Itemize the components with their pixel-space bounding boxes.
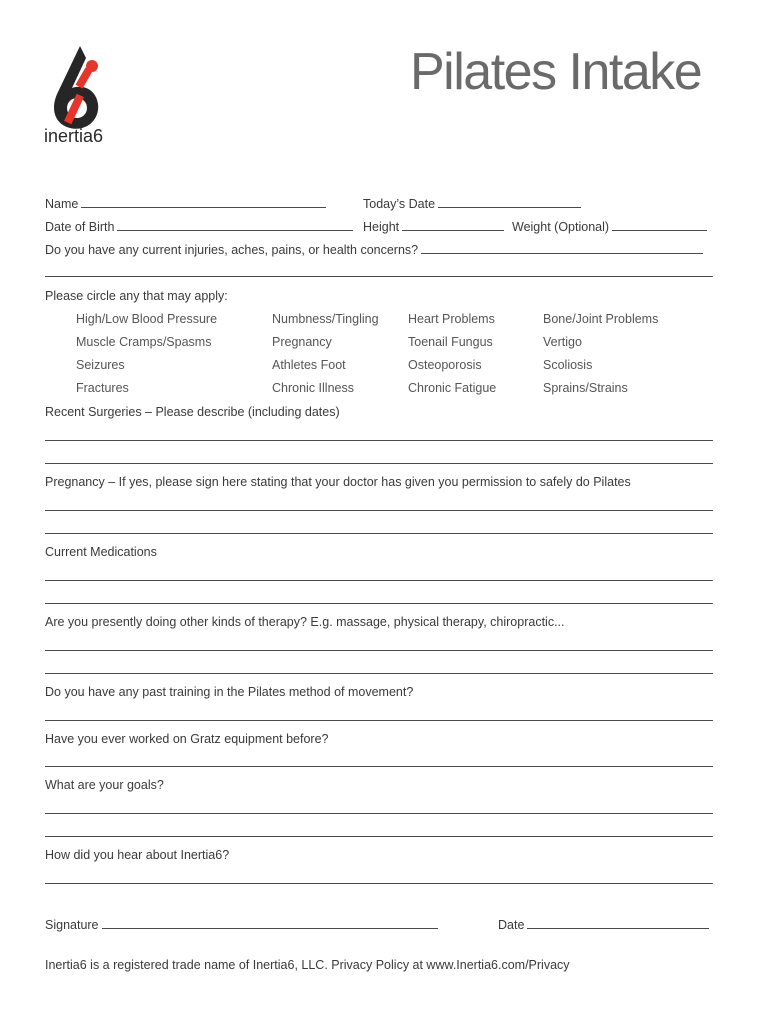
conditions-prompt: Please circle any that may apply: [45,289,228,303]
goals-line[interactable] [45,813,713,814]
page-title: Pilates Intake [410,43,702,101]
condition-item[interactable]: Fractures [76,381,129,395]
signature-field[interactable] [45,917,438,932]
condition-item[interactable]: Chronic Illness [272,381,354,395]
footer-text: Inertia6 is a registered trade name of Inertia6, LLC. Privacy Policy at www.Inertia6.com/Privacy [45,958,570,972]
condition-item[interactable]: Scoliosis [543,358,593,372]
therapy-line[interactable] [45,650,713,651]
gratz-line[interactable] [45,766,713,767]
condition-item[interactable]: Chronic Fatigue [408,381,497,395]
condition-item[interactable]: Pregnancy [272,335,332,349]
todays-date-line [438,196,581,208]
surgeries-line[interactable] [45,440,713,441]
therapy-label: Are you presently doing other kinds of therapy? E.g. massage, physical therapy, chiropractic... [45,615,565,629]
condition-item[interactable]: Seizures [76,358,125,372]
surgeries-line[interactable] [45,463,713,464]
goals-label: What are your goals? [45,778,164,792]
dob-line [117,219,353,231]
injuries-line-2[interactable] [45,276,713,277]
gratz-label: Have you ever worked on Gratz equipment before? [45,732,329,746]
medications-label: Current Medications [45,545,157,559]
dob-field[interactable] [45,219,353,234]
name-label: Name [45,197,79,211]
condition-item[interactable]: Bone/Joint Problems [543,312,659,326]
condition-item[interactable]: Toenail Fungus [408,335,493,349]
condition-item[interactable]: Numbness/Tingling [272,312,379,326]
signature-date-line [527,917,709,929]
pregnancy-line[interactable] [45,510,713,511]
training-label: Do you have any past training in the Pilates method of movement? [45,685,414,699]
height-field[interactable] [363,219,504,234]
signature-label: Signature [45,918,99,932]
weight-label: Weight (Optional) [512,220,610,234]
condition-item[interactable]: Athletes Foot [272,358,346,372]
hear-line[interactable] [45,883,713,884]
signature-date-field[interactable] [498,917,709,932]
training-line[interactable] [45,720,713,721]
hear-label: How did you hear about Inertia6? [45,848,230,862]
weight-field[interactable] [512,219,707,234]
signature-line [102,917,438,929]
brand-name: inertia6 [44,126,104,146]
injuries-field[interactable] [45,242,703,257]
height-line [402,219,504,231]
todays-date-field[interactable] [363,196,581,211]
signature-date-label: Date [498,918,525,932]
condition-item[interactable]: Osteoporosis [408,358,482,372]
name-line [81,196,326,208]
medications-line[interactable] [45,580,713,581]
condition-item[interactable]: Sprains/Strains [543,381,628,395]
pregnancy-label: Pregnancy – If yes, please sign here stating that your doctor has given you permission to safely do Pilates [45,475,631,489]
todays-date-label: Today’s Date [363,197,436,211]
injuries-label: Do you have any current injuries, aches, pains, or health concerns? [45,243,419,257]
surgeries-label: Recent Surgeries – Please describe (including dates) [45,405,340,419]
condition-item[interactable]: High/Low Blood Pressure [76,312,218,326]
weight-line [612,219,707,231]
condition-item[interactable]: Muscle Cramps/Spasms [76,335,212,349]
name-field[interactable] [45,196,326,211]
therapy-line[interactable] [45,673,713,674]
pregnancy-line[interactable] [45,533,713,534]
goals-line[interactable] [45,836,713,837]
injuries-line [421,242,703,254]
condition-item[interactable]: Heart Problems [408,312,495,326]
dob-label: Date of Birth [45,220,115,234]
condition-item[interactable]: Vertigo [543,335,582,349]
medications-line[interactable] [45,603,713,604]
height-label: Height [363,220,400,234]
